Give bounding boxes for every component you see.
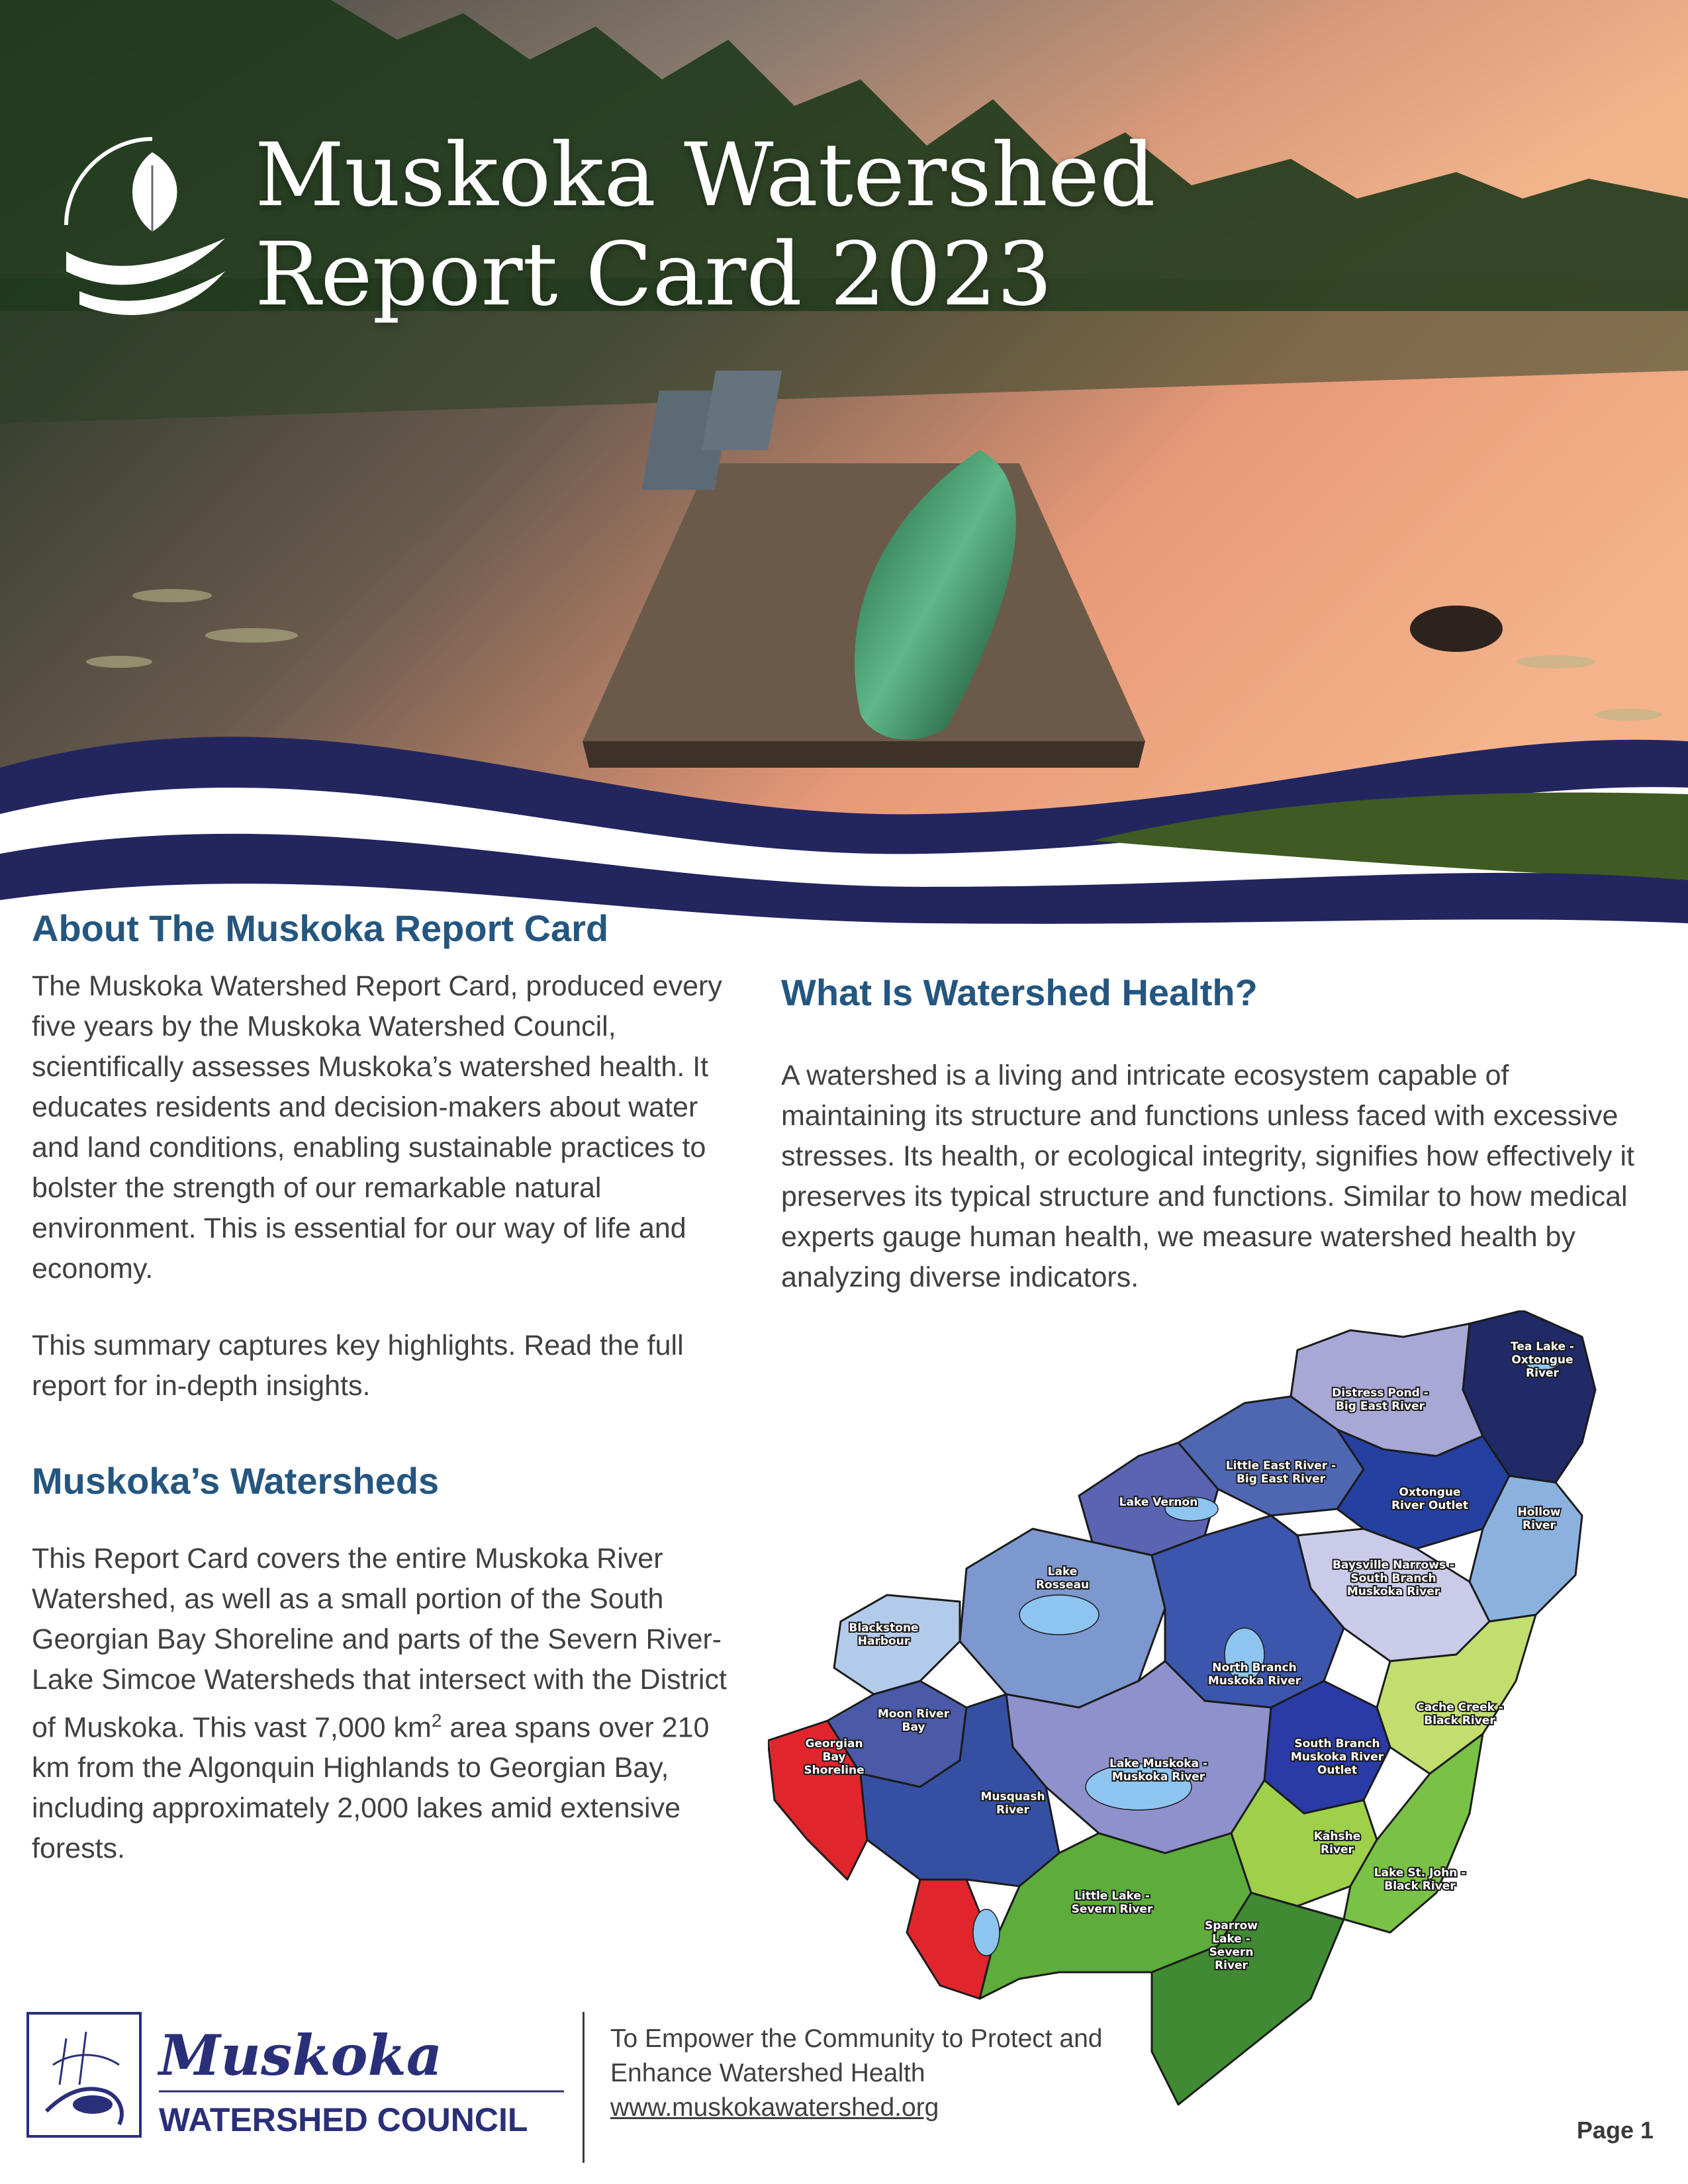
km-squared-superscript: 2 [431,1710,442,1731]
mission-line-1: To Empower the Community to Protect and [610,2025,1103,2053]
map-label-hollow-river [1518,1506,1561,1532]
map-label-line: Black River [1424,1714,1495,1727]
about-paragraph-1: The Muskoka Watershed Report Card, produced every five years by the Muskoka Watershed Council, scientifically assesses Muskoka’s watershed health. It educates residents and decision-makers about water and land conditions, enabling sustainable practices to bolster the strength of our remarkable natural environment. This is essential for our way of life and economy. [32,970,722,1285]
about-heading: About The Muskoka Report Card [32,907,609,949]
map-label-little-lake [1072,1889,1153,1916]
map-label-blackstone-harbour [849,1621,918,1648]
map-label-line: Severn River [1071,1903,1153,1916]
map-label-line: Oxtongue [1399,1486,1461,1499]
map-label-line: River [1215,1959,1248,1972]
map-label-line: Little East River - [1225,1459,1336,1473]
map-label-line: Baysville Narrows - [1332,1559,1455,1572]
map-label-line: Rosseau [1035,1578,1090,1592]
map-label-line: Kahshe [1313,1830,1361,1843]
map-label-line: Sparrow [1204,1919,1258,1933]
map-label-line: River Outlet [1391,1499,1468,1512]
map-label-line: Georgian [805,1737,863,1751]
map-label-little-east-river [1226,1459,1336,1486]
map-label-line: Muskoka River [1346,1585,1440,1598]
map-label-line: Tea Lake - [1511,1340,1574,1353]
left-column [32,905,733,1869]
map-label-line: Muskoka River [1207,1674,1301,1688]
map-label-lake-muskoka [1109,1757,1207,1784]
map-label-line: Shoreline [804,1764,865,1777]
footer-divider [583,2012,585,2163]
map-label-lake-vernon [1119,1496,1198,1509]
report-card-leaf-logo [53,126,252,324]
map-label-line: Moon River [877,1707,950,1721]
right-column [781,970,1655,1298]
map-label-line: Bay [902,1721,925,1734]
watersheds-heading: Muskoka’s Watersheds [32,1460,440,1502]
map-label-line: Blackstone [849,1621,919,1635]
website-link[interactable]: www.muskokawatershed.org [610,2093,939,2122]
map-label-line: Little Lake - [1074,1889,1150,1903]
map-label-line: Lake Vernon [1119,1496,1198,1509]
map-label-line: Lake St. John - [1374,1866,1466,1880]
watersheds-paragraph [32,1539,733,1869]
watershed-health-paragraph: A watershed is a living and intricate ecosystem capable of maintaining its structure and functions unless faced with excessive stresses. Its health, or ecological integrity, signifies how effectively it preserves its typical structure and functions. Similar to how medical experts gauge human health, we measure watershed health by analyzing diverse indicators. [781,1060,1634,1293]
map-label-line: River [1526,1367,1559,1380]
map-label-cache-creek [1416,1701,1503,1727]
map-label-line: Bay [822,1751,846,1764]
map-label-line: Harbour [857,1635,910,1648]
watersheds-text-part-1: This Report Card covers the entire Muskoka River Watershed, as well as a small portion of the South Georgian Bay Shoreline and parts of the Severn River-Lake Simcoe Watersheds that intersect with the District of Muskoka. This vast 7,000 km [32,1543,727,1744]
map-label-line: Hollow [1517,1506,1561,1519]
map-label-baysville-narrows [1333,1559,1454,1598]
footer-mission [610,2022,1103,2125]
map-label-oxtongue-outlet [1391,1486,1468,1512]
map-label-line: South Branch [1294,1737,1380,1751]
map-label-line: River [1321,1843,1354,1856]
map-label-line: Big East River [1236,1473,1326,1486]
mission-line-2: Enhance Watershed Health [610,2059,925,2087]
map-label-line: Cache Creek - [1416,1701,1503,1714]
map-label-north-branch [1208,1661,1301,1688]
map-label-line: Lake Muskoka - [1109,1757,1208,1770]
map-label-line: North Branch [1212,1661,1297,1674]
map-label-line: South Branch [1350,1572,1436,1585]
map-label-line: Musquash [980,1790,1045,1803]
watersheds-text-part-2: area spans over 210 km from the Algonquin Highlands to Georgian Bay, including approximately 2,000 lakes amid extensive forests. [32,1711,710,1865]
report-title [255,126,1156,324]
about-paragraph-2: This summary captures key highlights. Read the full report for in-depth insights. [32,1330,684,1402]
watershed-health-heading: What Is Watershed Health? [781,972,1258,1013]
watershed-map [768,1310,1688,2118]
map-label-distress-pond [1332,1387,1429,1413]
hero-banner [0,0,1688,940]
map-label-line: Distress Pond - [1332,1387,1429,1400]
map-label-line: River [996,1803,1029,1817]
map-label-line: Muskoka River [1290,1751,1384,1764]
muskoka-watershed-council-logo [26,2012,569,2138]
map-label-line: Severn [1209,1946,1254,1959]
page-number: Page 1 [1576,2116,1654,2144]
map-label-line: Oxtongue [1511,1353,1573,1367]
title-line-2: Report Card 2023 [255,224,1053,326]
logo-word-muskoka: Muskoka [159,2023,443,2088]
map-label-line: Lake [1047,1565,1078,1578]
map-label-line: Black River [1384,1880,1456,1893]
map-label-line: Muskoka River [1111,1770,1205,1784]
map-label-line: Outlet [1317,1764,1358,1777]
logo-word-watershed-council: WATERSHED COUNCIL [159,2101,528,2138]
map-label-kahshe-river [1314,1830,1361,1856]
title-line-1: Muskoka Watershed [255,124,1156,226]
map-label-line: River [1523,1519,1556,1532]
map-label-lake-st-john [1374,1866,1466,1893]
map-label-line: Big East River [1335,1400,1425,1413]
map-label-line: Lake - [1212,1933,1250,1946]
